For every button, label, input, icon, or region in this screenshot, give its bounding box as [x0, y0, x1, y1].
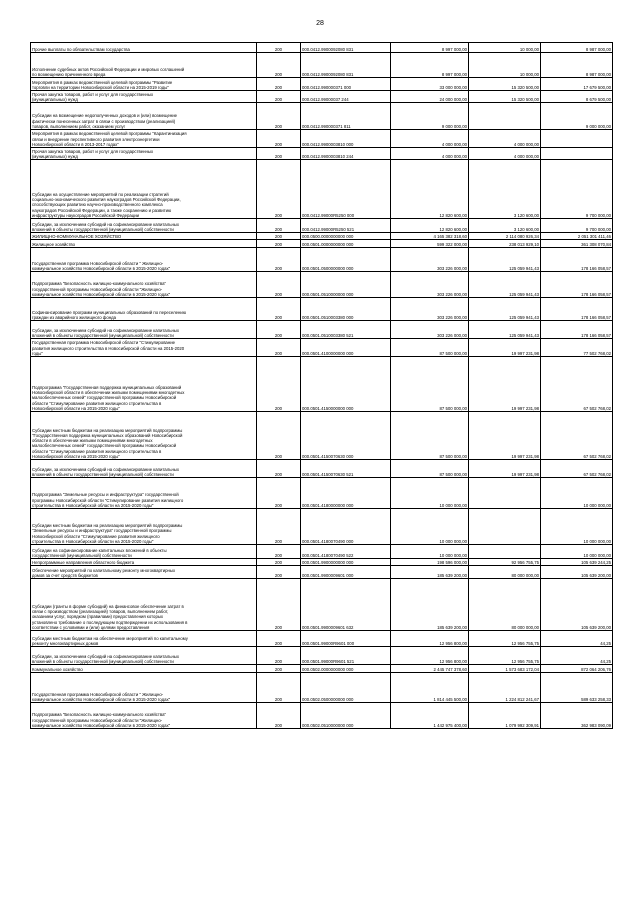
row-name-cell: Подпрограмма "Государственная поддержка муниципальных образований Новосибирской области в обеспечении жилыми помещениями многодетных малообеспеченных семей" государственной программы Новосибирской области "Стимулирование развития жилищного строительства в Новосибирской области на 2015-2020 годы": [31, 357, 257, 412]
row-name-cell: Субсидии на софинансирование капитальных вложений в объекты государственной (муниципальной) собственности: [31, 545, 257, 559]
row-name-cell: Прочая закупка товаров, работ и услуг для государственных (муниципальных) нужд: [31, 148, 257, 160]
row-approved-amount-cell: 303 226 000,00: [391, 248, 469, 272]
row-executed-amount-cell: 10 000,00: [469, 43, 541, 53]
row-code-cell: 200: [257, 339, 301, 357]
row-approved-amount-cell: 8 997 000,00: [391, 43, 469, 53]
row-code-cell: 200: [257, 272, 301, 298]
row-name-cell: Коммунальное хозяйство: [31, 665, 257, 673]
row-code-cell: 200: [257, 240, 301, 248]
row-code-cell: 200: [257, 248, 301, 272]
row-approved-amount-cell: 4 000 000,00: [391, 148, 469, 160]
row-name-cell: Субсидии, за исключением субсидий на софинансирование капитальных вложений в объекты государственной (муниципальной) собственности: [31, 460, 257, 478]
row-classification-code-cell: 000.0501.0000000000 000: [301, 240, 391, 248]
row-approved-amount-cell: 12 956 800,00: [391, 647, 469, 665]
row-executed-amount-cell: 1 224 812 241,67: [469, 673, 541, 703]
row-name-cell: Субсидии на возмещение недополученных доходов и (или) возмещение фактически понесенных затрат в связи с производством (реализацией) товаров, выполнением работ, оказанием услуг: [31, 103, 257, 130]
row-name-cell: Субсидии, за исключением субсидий на софинансирование капитальных вложений в объекты государственной (муниципальной) собственности: [31, 321, 257, 339]
table-row: [31, 130, 613, 148]
row-unexecuted-amount-cell: 17 679 500,00: [541, 78, 613, 91]
row-classification-code-cell: 000.0501.4180070490 522: [301, 545, 391, 559]
row-approved-amount-cell: 198 596 000,00: [391, 559, 469, 566]
row-approved-amount-cell: 599 322 000,00: [391, 240, 469, 248]
row-unexecuted-amount-cell: 362 983 090,09: [541, 703, 613, 729]
table-row: [31, 272, 613, 298]
row-code-cell: 200: [257, 91, 301, 103]
row-unexecuted-amount-cell: 105 639 200,00: [541, 566, 613, 579]
row-executed-amount-cell: 12 956 755,75: [469, 647, 541, 665]
row-unexecuted-amount-cell: 178 166 058,57: [541, 248, 613, 272]
table-row: [31, 647, 613, 665]
row-approved-amount-cell: 303 226 000,00: [391, 272, 469, 298]
row-executed-amount-cell: 125 059 941,43: [469, 248, 541, 272]
row-unexecuted-amount-cell: 178 166 058,57: [541, 321, 613, 339]
table-row: [31, 579, 613, 631]
row-executed-amount-cell: 15 320 500,00: [469, 91, 541, 103]
row-code-cell: 200: [257, 559, 301, 566]
row-classification-code-cell: 000.0501.4100000000 000: [301, 339, 391, 357]
row-classification-code-cell: 000.0501.9900009601 632: [301, 579, 391, 631]
row-classification-code-cell: 000.0412.99000037 244: [301, 91, 391, 103]
row-code-cell: 200: [257, 219, 301, 233]
row-classification-code-cell: 000.0501.0510003380 521: [301, 321, 391, 339]
row-classification-code-cell: 000.0501.99000R9601 521: [301, 647, 391, 665]
row-executed-amount-cell: 19 997 231,98: [469, 412, 541, 460]
row-classification-code-cell: 000.0501.0510003380 000: [301, 298, 391, 321]
row-classification-code-cell: 000.0501.9900009601 000: [301, 566, 391, 579]
row-unexecuted-amount-cell: 77 502 768,02: [541, 339, 613, 357]
budget-execution-table: [30, 42, 613, 729]
row-code-cell: 200: [257, 298, 301, 321]
row-approved-amount-cell: 87 500 000,00: [391, 357, 469, 412]
row-code-cell: 200: [257, 566, 301, 579]
row-name-cell: Субсидии местным бюджетам на реализацию мероприятий подпрограммы "Государственная поддержка муниципальных образований Новосибирской области в обеспечении жилыми помещениями многодетных малообеспеченных семей" государственной программы Новосибирской области "Стимулирование развития жилищного строительства в Новосибирской области на 2015-2020 годы": [31, 412, 257, 460]
row-unexecuted-amount-cell: 9 000 000,00: [541, 103, 613, 130]
table-row: [31, 219, 613, 233]
row-executed-amount-cell: 12 956 755,75: [469, 631, 541, 647]
row-unexecuted-amount-cell: 67 502 768,02: [541, 412, 613, 460]
row-unexecuted-amount-cell: 44,25: [541, 631, 613, 647]
row-code-cell: 200: [257, 412, 301, 460]
row-code-cell: 200: [257, 130, 301, 148]
row-unexecuted-amount-cell: 10 000 000,00: [541, 509, 613, 545]
table-row: [31, 673, 613, 703]
row-approved-amount-cell: 10 000 000,00: [391, 478, 469, 509]
table-row: [31, 631, 613, 647]
table-row: [31, 91, 613, 103]
table-row: [31, 545, 613, 559]
row-executed-amount-cell: 19 997 231,98: [469, 357, 541, 412]
row-executed-amount-cell: 80 000 000,00: [469, 579, 541, 631]
row-classification-code-cell: 000.0501.4150000000 000: [301, 357, 391, 412]
row-code-cell: 200: [257, 631, 301, 647]
table-row: [31, 460, 613, 478]
row-code-cell: 200: [257, 233, 301, 240]
row-name-cell: Прочая закупка товаров, работ и услуг для государственных (муниципальных) нужд: [31, 91, 257, 103]
row-code-cell: 200: [257, 53, 301, 78]
table-row: [31, 78, 613, 91]
row-unexecuted-amount-cell: 361 308 070,84: [541, 240, 613, 248]
row-approved-amount-cell: 4 165 382 318,60: [391, 233, 469, 240]
row-approved-amount-cell: 303 226 000,00: [391, 321, 469, 339]
table-body: [31, 43, 613, 729]
row-code-cell: 200: [257, 321, 301, 339]
row-classification-code-cell: 000.0412.99000R5250 000: [301, 160, 391, 219]
row-name-cell: Мероприятия в рамках ведомственной целевой программы "Карантинизация связи и внедрение перспективного развития электроэнергетики Новосибирской области в 2013-2017 годах": [31, 130, 257, 148]
row-classification-code-cell: 000.0412.9900003810 000: [301, 130, 391, 148]
row-approved-amount-cell: 12 820 600,00: [391, 160, 469, 219]
table-row: [31, 53, 613, 78]
row-name-cell: Субсидии местным бюджетам на обеспечение мероприятий по капитальному ремонту многоквартирных домов: [31, 631, 257, 647]
row-unexecuted-amount-cell: 589 633 258,33: [541, 673, 613, 703]
row-classification-code-cell: 000.0500.0000000000 000: [301, 233, 391, 240]
row-approved-amount-cell: 2 445 747 378,60: [391, 665, 469, 673]
row-approved-amount-cell: 24 000 000,00: [391, 91, 469, 103]
row-classification-code-cell: 000.0501.9900000000 000: [301, 559, 391, 566]
row-unexecuted-amount-cell: 8 987 000,00: [541, 43, 613, 53]
row-approved-amount-cell: 87 500 000,00: [391, 339, 469, 357]
row-classification-code-cell: 000.0412.9900003810 244: [301, 148, 391, 160]
row-unexecuted-amount-cell: [541, 148, 613, 160]
row-classification-code-cell: 000.0501.0500000000 000: [301, 248, 391, 272]
row-classification-code-cell: 000.0412.990000371 811: [301, 103, 391, 130]
row-code-cell: 200: [257, 148, 301, 160]
row-classification-code-cell: 000.0502.0000000000 000: [301, 665, 391, 673]
row-executed-amount-cell: [469, 103, 541, 130]
row-name-cell: Подпрограмма "Безопасность жилищно-коммунального хозяйства" государственной программы Новосибирской области "Жилищно- коммунальное хозяйство Новосибирской области в 2015-2020 годах": [31, 703, 257, 729]
row-approved-amount-cell: 4 000 000,00: [391, 130, 469, 148]
row-executed-amount-cell: [469, 509, 541, 545]
table-row: [31, 357, 613, 412]
row-executed-amount-cell: 15 320 500,00: [469, 78, 541, 91]
row-executed-amount-cell: 1 573 683 172,04: [469, 665, 541, 673]
row-name-cell: Государственная программа Новосибирской области " Жилищно- коммунальное хозяйство Новосибирской области в 2015-2020 годах": [31, 673, 257, 703]
row-name-cell: Софинансирование программ муниципальных образований по переселению граждан из аварийного жилищного фонда: [31, 298, 257, 321]
row-unexecuted-amount-cell: 2 051 301 411,46: [541, 233, 613, 240]
row-executed-amount-cell: 125 059 941,43: [469, 321, 541, 339]
row-approved-amount-cell: 185 639 200,00: [391, 579, 469, 631]
table-row: [31, 509, 613, 545]
row-executed-amount-cell: 80 000 000,00: [469, 566, 541, 579]
row-classification-code-cell: 000.0412.9900092080 831: [301, 53, 391, 78]
row-name-cell: Мероприятия в рамках ведомственной целевой программы "Развитие торговли на территории Новосибирской области на 2015-2019 годы": [31, 78, 257, 91]
row-classification-code-cell: 000.0412.99000R5250 521: [301, 219, 391, 233]
table-row: [31, 703, 613, 729]
row-approved-amount-cell: 1 442 975 400,00: [391, 703, 469, 729]
table-row: [31, 298, 613, 321]
row-executed-amount-cell: 238 013 929,10: [469, 240, 541, 248]
table-row: [31, 248, 613, 272]
row-unexecuted-amount-cell: 872 064 206,76: [541, 665, 613, 673]
row-executed-amount-cell: 92 956 755,75: [469, 559, 541, 566]
row-executed-amount-cell: 10 000,00: [469, 53, 541, 78]
row-name-cell: Субсидии на осуществление мероприятий по реализации стратегий социально-экономического развития наукоградов Российской Федерации, способствующих развитию научно-производственного комплекса наукоградов Российской Федерации, а также сохранению и развитию инфраструктуры наукоградов Российской Федерации: [31, 160, 257, 219]
row-executed-amount-cell: 4 000 000,00: [469, 148, 541, 160]
row-approved-amount-cell: 10 000 000,00: [391, 509, 469, 545]
row-code-cell: 200: [257, 43, 301, 53]
row-approved-amount-cell: 185 639 200,00: [391, 566, 469, 579]
table-row: [31, 240, 613, 248]
table-row: [31, 665, 613, 673]
row-executed-amount-cell: [469, 478, 541, 509]
row-name-cell: Жилищное хозяйство: [31, 240, 257, 248]
row-code-cell: 200: [257, 478, 301, 509]
table-row: [31, 233, 613, 240]
row-approved-amount-cell: 87 500 000,00: [391, 412, 469, 460]
table-row: [31, 103, 613, 130]
row-executed-amount-cell: [469, 545, 541, 559]
row-approved-amount-cell: 8 997 000,00: [391, 53, 469, 78]
row-code-cell: 200: [257, 103, 301, 130]
row-unexecuted-amount-cell: 10 000 000,00: [541, 478, 613, 509]
row-name-cell: Подпрограмма "Земельные ресурсы и инфраструктура" государственной программы Новосибирской области "Стимулирование развития жилищного строительства в Новосибирской области на 2015-2020 годы": [31, 478, 257, 509]
row-name-cell: Государственная программа Новосибирской области "Стимулирование развития жилищного строительства в Новосибирской области на 2015-2020 годы": [31, 339, 257, 357]
row-code-cell: 200: [257, 665, 301, 673]
row-code-cell: 200: [257, 579, 301, 631]
row-executed-amount-cell: 125 059 941,43: [469, 298, 541, 321]
row-classification-code-cell: 000.0501.0510000000 000: [301, 272, 391, 298]
row-name-cell: Субсидии, за исключением субсидий на софинансирование капитальных вложений в объекты государственной (муниципальной) собственности: [31, 219, 257, 233]
row-name-cell: Субсидии, за исключением субсидий на софинансирование капитальных вложений в объекты государственной (муниципальной) собственности: [31, 647, 257, 665]
row-classification-code-cell: 000.0412.9900092080 831: [301, 43, 391, 53]
table-row: [31, 566, 613, 579]
table-row: [31, 412, 613, 460]
row-unexecuted-amount-cell: 8 679 500,00: [541, 91, 613, 103]
row-classification-code-cell: 000.0501.99000R9601 000: [301, 631, 391, 647]
row-classification-code-cell: 000.0501.4180000000 000: [301, 478, 391, 509]
row-code-cell: 200: [257, 647, 301, 665]
table-row: [31, 43, 613, 53]
row-unexecuted-amount-cell: 9 700 000,00: [541, 219, 613, 233]
row-classification-code-cell: 000.0501.4150070630 521: [301, 460, 391, 478]
row-code-cell: 200: [257, 509, 301, 545]
row-executed-amount-cell: 2 114 080 926,34: [469, 233, 541, 240]
row-executed-amount-cell: 3 120 600,00: [469, 160, 541, 219]
row-approved-amount-cell: 33 000 000,00: [391, 78, 469, 91]
row-classification-code-cell: 000.0412.990000371 000: [301, 78, 391, 91]
row-approved-amount-cell: 12 820 600,00: [391, 219, 469, 233]
row-executed-amount-cell: 4 000 000,00: [469, 130, 541, 148]
row-unexecuted-amount-cell: 9 700 000,00: [541, 160, 613, 219]
row-executed-amount-cell: 19 997 231,98: [469, 339, 541, 357]
row-name-cell: Государственная программа Новосибирской области " Жилищно- коммунальное хозяйство Новосибирской области в 2015-2020 годах": [31, 248, 257, 272]
row-executed-amount-cell: 1 079 992 309,91: [469, 703, 541, 729]
row-executed-amount-cell: 125 059 941,43: [469, 272, 541, 298]
row-unexecuted-amount-cell: 105 639 244,25: [541, 559, 613, 566]
row-classification-code-cell: 000.0501.4150070630 000: [301, 412, 391, 460]
row-name-cell: Прочие выплаты по обязательствам государства: [31, 43, 257, 53]
row-approved-amount-cell: 87 500 000,00: [391, 460, 469, 478]
row-executed-amount-cell: 19 997 231,98: [469, 460, 541, 478]
row-name-cell: Обеспечение мероприятий по капитальному ремонту многоквартирных домов за счет средств бюджетов: [31, 566, 257, 579]
row-unexecuted-amount-cell: 178 166 058,57: [541, 272, 613, 298]
row-name-cell: Исполнение судебных актов Российской Федерации и мировых соглашений по возмещению причиненного вреда: [31, 53, 257, 78]
row-unexecuted-amount-cell: [541, 130, 613, 148]
row-approved-amount-cell: 1 814 445 500,00: [391, 673, 469, 703]
table-row: [31, 559, 613, 566]
row-unexecuted-amount-cell: 10 000 000,00: [541, 545, 613, 559]
row-approved-amount-cell: 12 956 800,00: [391, 631, 469, 647]
row-code-cell: 200: [257, 78, 301, 91]
row-unexecuted-amount-cell: 105 639 200,00: [541, 579, 613, 631]
row-unexecuted-amount-cell: 8 987 000,00: [541, 53, 613, 78]
row-name-cell: Подпрограмма "Безопасность жилищно-коммунального хозяйства" государственной программы Новосибирской области "Жилищно- коммунальное хозяйство Новосибирской области в 2015-2020 годах": [31, 272, 257, 298]
table-row: [31, 160, 613, 219]
row-unexecuted-amount-cell: 67 502 768,02: [541, 460, 613, 478]
row-name-cell: Субсидии местным бюджетам на реализацию мероприятий подпрограммы "Земельные ресурсы и инфраструктура" государственной программы Новосибирской области "Стимулирование развития жилищного строительства в Новосибирской области на 2015-2020 годы": [31, 509, 257, 545]
page-number: 28: [316, 20, 324, 27]
row-code-cell: 200: [257, 703, 301, 729]
row-classification-code-cell: 000.0502.0510000000 000: [301, 703, 391, 729]
row-code-cell: 200: [257, 673, 301, 703]
row-classification-code-cell: 000.0501.4180070490 000: [301, 509, 391, 545]
table-row: [31, 321, 613, 339]
row-executed-amount-cell: 3 120 600,00: [469, 219, 541, 233]
table-row: [31, 148, 613, 160]
table-row: [31, 478, 613, 509]
row-classification-code-cell: 000.0502.0500000000 000: [301, 673, 391, 703]
row-code-cell: 200: [257, 460, 301, 478]
row-code-cell: 200: [257, 160, 301, 219]
row-unexecuted-amount-cell: 44,25: [541, 647, 613, 665]
row-name-cell: ЖИЛИЩНО-КОММУНАЛЬНОЕ ХОЗЯЙСТВО: [31, 233, 257, 240]
row-approved-amount-cell: 10 000 000,00: [391, 545, 469, 559]
row-unexecuted-amount-cell: 178 166 058,57: [541, 298, 613, 321]
row-name-cell: Субсидии (гранты в форме субсидий) на финансовое обеспечение затрат в связи с производством (реализацией) товаров, выполнением работ, оказанием услуг, порядком (правилами) предоставления которых установлено требование о последующем подтверждении их использования в соответствии с условиями и (или) целями предоставления: [31, 579, 257, 631]
row-unexecuted-amount-cell: 67 502 768,02: [541, 357, 613, 412]
row-code-cell: 200: [257, 357, 301, 412]
table-row: [31, 339, 613, 357]
row-approved-amount-cell: 303 226 000,00: [391, 298, 469, 321]
row-name-cell: Непрограммные направления областного бюджета: [31, 559, 257, 566]
row-approved-amount-cell: 9 000 000,00: [391, 103, 469, 130]
row-code-cell: 200: [257, 545, 301, 559]
